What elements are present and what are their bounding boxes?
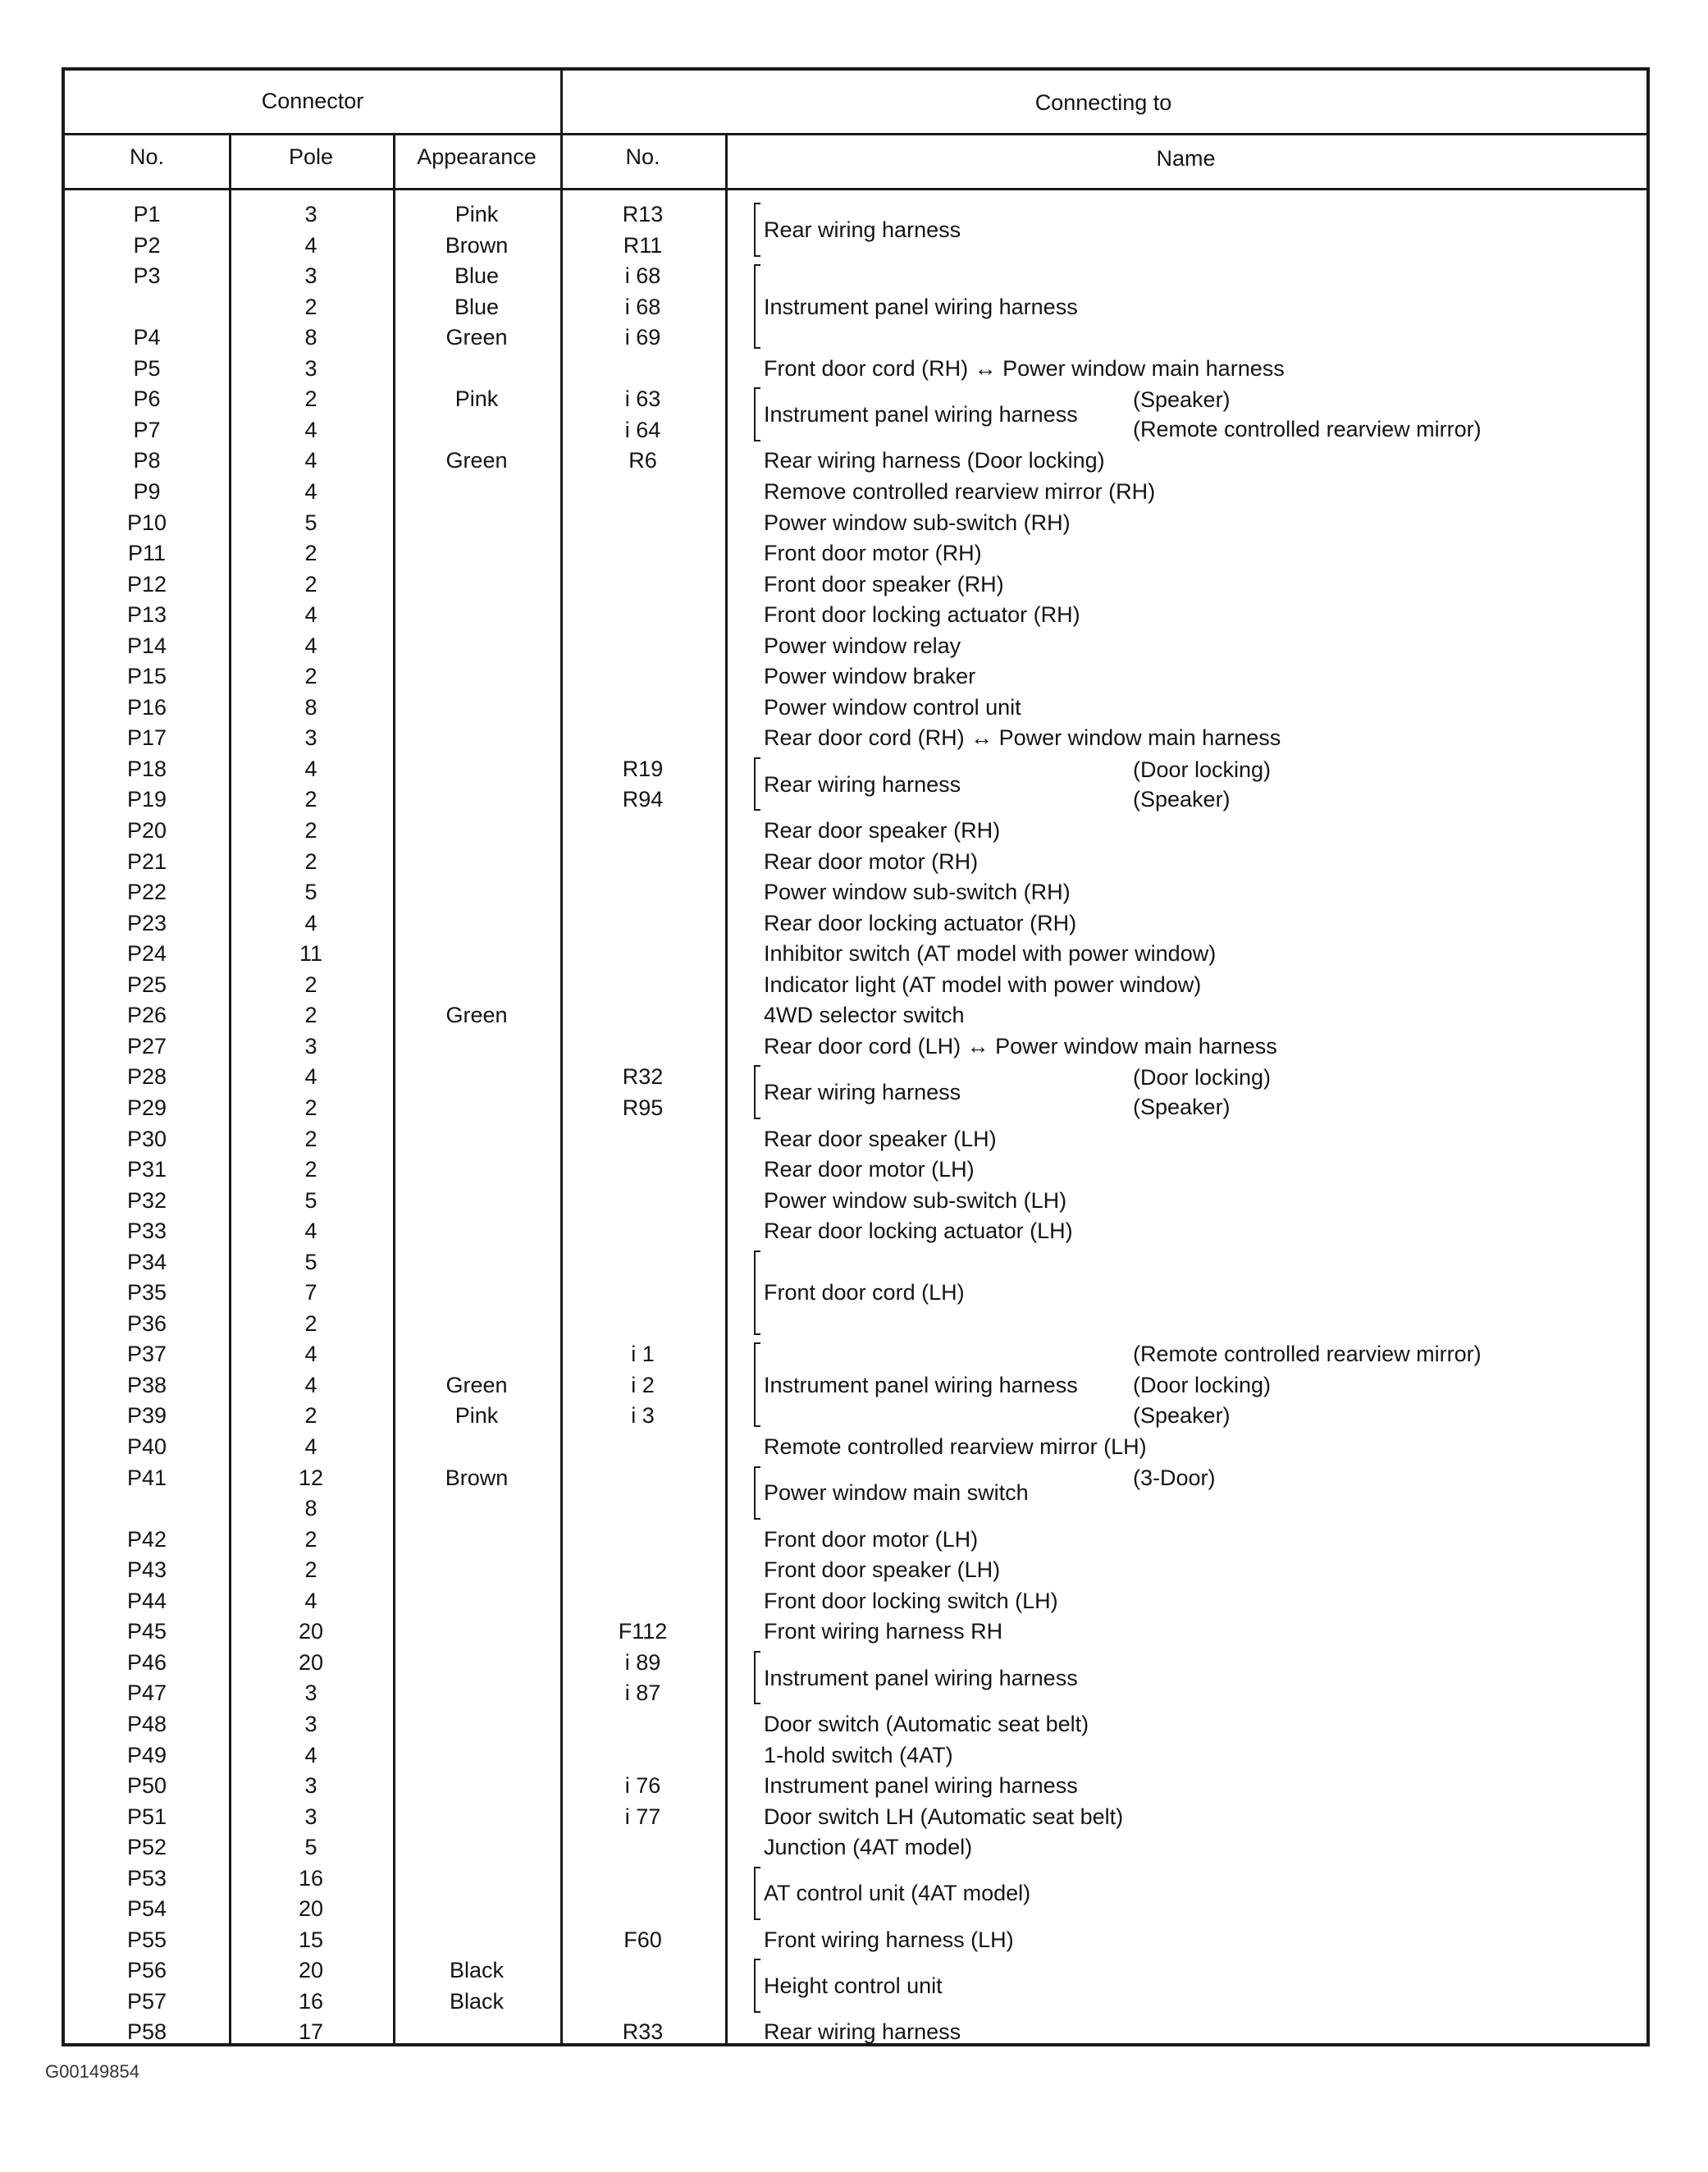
pole-count: 2 xyxy=(304,386,317,412)
connector-no: P49 xyxy=(126,1742,167,1767)
appearance: Blue xyxy=(454,294,500,319)
connecting-name: Power window braker xyxy=(764,664,976,689)
connector-no: P53 xyxy=(126,1865,167,1891)
pole-count: 2 xyxy=(304,664,317,689)
group-brace xyxy=(754,1867,760,1921)
pole-count: 4 xyxy=(304,602,317,628)
pole-count: 4 xyxy=(304,1742,317,1767)
pole-count: 15 xyxy=(298,1927,324,1952)
pole-count: 2 xyxy=(304,818,317,843)
pole-count: 7 xyxy=(304,1280,317,1305)
group-brace xyxy=(754,1466,760,1520)
group-brace xyxy=(754,203,760,257)
pole-count: 4 xyxy=(304,448,317,473)
connecting-no: i 77 xyxy=(624,1804,661,1829)
connecting-name: Instrument panel wiring harness xyxy=(764,1773,1078,1799)
connecting-no: R32 xyxy=(622,1064,664,1090)
pole-count: 5 xyxy=(304,1249,317,1274)
appearance: Black xyxy=(449,1988,505,2014)
column-divider xyxy=(560,71,563,2043)
pole-count: 4 xyxy=(304,1219,317,1244)
pole-count: 2 xyxy=(304,1126,317,1151)
pole-count: 2 xyxy=(304,1403,317,1429)
header-no: No. xyxy=(129,144,165,169)
connecting-name: Rear door cord (RH) ↔ Power window main harness xyxy=(764,725,1281,751)
connector-no: P40 xyxy=(126,1434,167,1459)
pole-count: 17 xyxy=(298,2019,324,2045)
connector-table xyxy=(62,67,1650,2046)
connector-no: P20 xyxy=(126,818,167,843)
group-note: (Door locking) xyxy=(1133,757,1272,782)
group-note: (Door locking) xyxy=(1133,1065,1272,1091)
pole-count: 11 xyxy=(299,941,323,967)
connector-no: P11 xyxy=(127,541,167,566)
pole-count: 5 xyxy=(304,1187,317,1213)
pole-count: 16 xyxy=(298,1865,324,1891)
pole-count: 8 xyxy=(304,1496,317,1521)
appearance: Blue xyxy=(454,263,500,289)
group-name: Rear wiring harness xyxy=(764,771,961,797)
connector-no: P34 xyxy=(126,1249,167,1274)
connecting-no: R33 xyxy=(622,2019,664,2045)
connector-no: P26 xyxy=(126,1003,167,1028)
connecting-no: i 63 xyxy=(624,386,661,412)
pole-count: 2 xyxy=(304,1526,317,1552)
pole-count: 3 xyxy=(304,1804,317,1829)
pole-count: 2 xyxy=(304,848,317,874)
connector-no: P38 xyxy=(126,1372,167,1397)
connecting-no: R95 xyxy=(622,1095,664,1120)
connector-no: P32 xyxy=(126,1187,167,1213)
connector-no: P14 xyxy=(126,633,167,658)
connecting-name: Power window relay xyxy=(764,633,961,658)
pole-count: 5 xyxy=(304,880,317,905)
group-note: (Remote controlled rearview mirror) xyxy=(1133,1342,1482,1367)
connecting-name: Remove controlled rearview mirror (RH) xyxy=(764,478,1156,504)
connector-no: P9 xyxy=(133,478,161,504)
connecting-name: Front wiring harness (LH) xyxy=(764,1927,1014,1952)
connector-no: P56 xyxy=(126,1958,167,1983)
connecting-no: i 3 xyxy=(631,1403,655,1429)
group-name: Rear wiring harness xyxy=(764,1080,961,1105)
appearance: Black xyxy=(449,1958,505,1983)
pole-count: 3 xyxy=(304,263,317,289)
pole-count: 3 xyxy=(304,725,317,751)
appearance: Brown xyxy=(445,232,509,258)
header-connecting-to: Connecting to xyxy=(1034,90,1172,115)
pole-count: 4 xyxy=(304,417,317,442)
connecting-name: Inhibitor switch (AT model with power window) xyxy=(764,941,1217,967)
group-brace xyxy=(754,1651,760,1705)
pole-count: 20 xyxy=(298,1896,324,1922)
connecting-no: i 87 xyxy=(624,1680,661,1706)
connector-no: P48 xyxy=(126,1711,167,1736)
pole-count: 8 xyxy=(304,694,317,720)
connecting-name: Power window control unit xyxy=(764,694,1021,720)
connecting-no: R19 xyxy=(622,756,664,781)
group-brace xyxy=(754,387,760,441)
connector-no: P51 xyxy=(126,1804,167,1829)
connector-no: P10 xyxy=(126,510,167,535)
connector-no: P16 xyxy=(126,694,167,720)
connecting-no: i 64 xyxy=(624,417,661,442)
connector-no: P54 xyxy=(126,1896,167,1922)
connector-no: P3 xyxy=(133,263,161,289)
connector-no: P35 xyxy=(126,1280,167,1305)
connector-no: P36 xyxy=(126,1310,167,1336)
connector-no: P30 xyxy=(126,1126,167,1151)
group-note: (Speaker) xyxy=(1133,1403,1231,1429)
connecting-no: R94 xyxy=(622,787,664,812)
connector-no: P42 xyxy=(126,1526,167,1552)
pole-count: 2 xyxy=(304,972,317,997)
connecting-no: i 68 xyxy=(624,294,661,319)
column-divider xyxy=(393,135,395,2043)
connector-no: P27 xyxy=(126,1033,167,1059)
connecting-name: Front door motor (LH) xyxy=(764,1526,979,1552)
pole-count: 2 xyxy=(304,1003,317,1028)
pole-count: 4 xyxy=(304,1434,317,1459)
pole-count: 4 xyxy=(304,1372,317,1397)
connector-no: P50 xyxy=(126,1773,167,1799)
connector-no: P55 xyxy=(126,1927,167,1952)
header-name: Name xyxy=(1156,146,1216,171)
pole-count: 4 xyxy=(304,910,317,935)
connector-no: P52 xyxy=(126,1835,167,1860)
connector-no: P57 xyxy=(126,1988,167,2014)
group-brace xyxy=(754,1342,760,1427)
pole-count: 2 xyxy=(304,1310,317,1336)
connector-no: P25 xyxy=(126,972,167,997)
pole-count: 5 xyxy=(304,510,317,535)
group-name: AT control unit (4AT model) xyxy=(764,1881,1031,1906)
pole-count: 3 xyxy=(304,1033,317,1059)
pole-count: 4 xyxy=(304,633,317,658)
connector-no: P24 xyxy=(126,941,167,967)
connector-no: P21 xyxy=(126,848,167,874)
connecting-name: Rear door cord (LH) ↔ Power window main harness xyxy=(764,1033,1277,1059)
group-brace xyxy=(754,1251,760,1335)
pole-count: 2 xyxy=(304,294,317,319)
connector-no: P37 xyxy=(126,1342,167,1367)
connector-no: P4 xyxy=(133,325,161,350)
appearance: Green xyxy=(445,1003,508,1028)
connecting-name: Rear door locking actuator (LH) xyxy=(764,1219,1073,1244)
appearance: Green xyxy=(445,448,508,473)
pole-count: 3 xyxy=(304,355,317,381)
connecting-name: Indicator light (AT model with power window) xyxy=(764,972,1202,997)
group-note: (Remote controlled rearview mirror) xyxy=(1133,417,1482,442)
group-name: Height control unit xyxy=(764,1973,943,1999)
pole-count: 5 xyxy=(304,1835,317,1860)
connecting-name: Front door locking actuator (RH) xyxy=(764,602,1080,628)
group-brace xyxy=(754,1065,760,1119)
group-brace xyxy=(754,264,760,349)
connector-no: P5 xyxy=(133,355,161,381)
connecting-name: Front door cord (RH) ↔ Power window main harness xyxy=(764,355,1285,381)
figure-id: G00149854 xyxy=(45,2061,139,2082)
connector-no: P43 xyxy=(126,1557,167,1583)
connecting-no: R13 xyxy=(622,202,664,226)
group-brace xyxy=(754,1959,760,2013)
pole-count: 3 xyxy=(304,1711,317,1736)
pole-count: 3 xyxy=(304,202,317,226)
pole-count: 4 xyxy=(304,1064,317,1090)
connector-no: P58 xyxy=(126,2019,167,2045)
connector-no: P17 xyxy=(126,725,167,751)
group-name: Instrument panel wiring harness xyxy=(764,402,1078,428)
pole-count: 4 xyxy=(304,232,317,258)
pole-count: 2 xyxy=(304,1095,317,1120)
connecting-no: F60 xyxy=(623,1927,662,1952)
group-note: (3-Door) xyxy=(1133,1466,1216,1491)
connector-no: P15 xyxy=(126,664,167,689)
connector-no: P1 xyxy=(133,202,161,226)
connecting-name: Front door speaker (RH) xyxy=(764,571,1004,597)
connecting-name: Power window sub-switch (LH) xyxy=(764,1187,1067,1213)
connecting-name: Door switch LH (Automatic seat belt) xyxy=(764,1804,1124,1829)
pole-count: 20 xyxy=(298,1619,324,1644)
connector-no: P29 xyxy=(126,1095,167,1120)
connecting-no: R11 xyxy=(623,232,663,258)
pole-count: 2 xyxy=(304,787,317,812)
connector-no: P39 xyxy=(126,1403,167,1429)
group-note: (Door locking) xyxy=(1133,1372,1272,1397)
pole-count: 20 xyxy=(298,1649,324,1675)
appearance: Pink xyxy=(454,386,499,412)
group-note: (Speaker) xyxy=(1133,387,1231,413)
group-name: Instrument panel wiring harness xyxy=(764,1665,1078,1690)
column-divider xyxy=(725,135,728,2043)
pole-count: 3 xyxy=(304,1680,317,1706)
connector-no: P13 xyxy=(126,602,167,628)
connecting-name: 4WD selector switch xyxy=(764,1003,965,1028)
connecting-name: Junction (4AT model) xyxy=(764,1835,973,1860)
header-divider xyxy=(65,188,1646,190)
connector-no: P8 xyxy=(133,448,161,473)
connecting-no: i 89 xyxy=(624,1649,661,1675)
header-pole: Pole xyxy=(288,144,334,169)
connecting-name: 1-hold switch (4AT) xyxy=(764,1742,953,1767)
header-connector: Connector xyxy=(261,89,364,113)
header-connecting-no: No. xyxy=(625,144,660,169)
connector-no: P18 xyxy=(126,756,167,781)
group-note: (Speaker) xyxy=(1133,786,1231,812)
connector-no: P44 xyxy=(126,1588,167,1613)
connector-no: P33 xyxy=(126,1219,167,1244)
connecting-name: Rear wiring harness (Door locking) xyxy=(764,448,1105,473)
group-name: Instrument panel wiring harness xyxy=(764,1372,1078,1397)
pole-count: 3 xyxy=(304,1773,317,1799)
connector-no: P46 xyxy=(126,1649,167,1675)
connector-no: P7 xyxy=(133,417,161,442)
pole-count: 2 xyxy=(304,571,317,597)
pole-count: 12 xyxy=(298,1465,324,1490)
connector-no: P23 xyxy=(126,910,167,935)
pole-count: 16 xyxy=(298,1988,324,2014)
connecting-no: i 2 xyxy=(631,1372,655,1397)
connecting-name: Power window sub-switch (RH) xyxy=(764,880,1071,905)
pole-count: 2 xyxy=(304,1157,317,1182)
appearance: Pink xyxy=(454,1403,499,1429)
appearance: Brown xyxy=(445,1465,509,1490)
connector-no: P19 xyxy=(126,787,167,812)
connecting-name: Remote controlled rearview mirror (LH) xyxy=(764,1434,1147,1459)
group-name: Power window main switch xyxy=(764,1480,1029,1506)
connecting-name: Front door motor (RH) xyxy=(764,541,982,566)
pole-count: 2 xyxy=(304,541,317,566)
connecting-name: Rear door speaker (LH) xyxy=(764,1126,997,1151)
connector-no: P6 xyxy=(133,386,161,412)
connector-no: P31 xyxy=(126,1157,167,1182)
connecting-name: Rear wiring harness xyxy=(764,2019,961,2045)
group-brace xyxy=(754,757,760,812)
pole-count: 4 xyxy=(304,756,317,781)
group-note: (Speaker) xyxy=(1133,1095,1231,1120)
connector-no: P41 xyxy=(126,1465,167,1490)
connecting-name: Rear door motor (LH) xyxy=(764,1157,975,1182)
connector-no: P22 xyxy=(126,880,167,905)
pole-count: 4 xyxy=(304,1342,317,1367)
connecting-no: i 69 xyxy=(624,325,661,350)
connector-no: P45 xyxy=(126,1619,167,1644)
connector-no: P2 xyxy=(133,232,161,258)
connecting-name: Front wiring harness RH xyxy=(764,1619,1003,1644)
connector-no: P12 xyxy=(126,571,167,597)
connecting-name: Front door speaker (LH) xyxy=(764,1557,1001,1583)
connecting-name: Rear door locking actuator (RH) xyxy=(764,910,1077,935)
pole-count: 4 xyxy=(304,1588,317,1613)
appearance: Pink xyxy=(454,202,499,226)
header-appearance: Appearance xyxy=(417,144,537,169)
connecting-no: F112 xyxy=(618,1619,668,1644)
pole-count: 20 xyxy=(298,1958,324,1983)
connecting-no: i 1 xyxy=(631,1342,655,1367)
group-name: Front door cord (LH) xyxy=(764,1280,965,1305)
connecting-name: Door switch (Automatic seat belt) xyxy=(764,1711,1089,1736)
group-name: Rear wiring harness xyxy=(764,217,961,242)
connector-no: P28 xyxy=(126,1064,167,1090)
connecting-no: i 76 xyxy=(624,1773,661,1799)
appearance: Green xyxy=(445,325,508,350)
connecting-no: R6 xyxy=(628,448,657,473)
appearance: Green xyxy=(445,1372,508,1397)
pole-count: 4 xyxy=(304,478,317,504)
connecting-name: Rear door motor (RH) xyxy=(764,848,979,874)
connecting-name: Rear door speaker (RH) xyxy=(764,818,1001,843)
group-name: Instrument panel wiring harness xyxy=(764,294,1078,319)
connecting-name: Front door locking switch (LH) xyxy=(764,1588,1058,1613)
connecting-no: i 68 xyxy=(624,263,661,289)
connecting-name: Power window sub-switch (RH) xyxy=(764,510,1071,535)
header-divider xyxy=(65,133,1646,135)
connector-no: P47 xyxy=(126,1680,167,1706)
pole-count: 2 xyxy=(304,1557,317,1583)
pole-count: 8 xyxy=(304,325,317,350)
